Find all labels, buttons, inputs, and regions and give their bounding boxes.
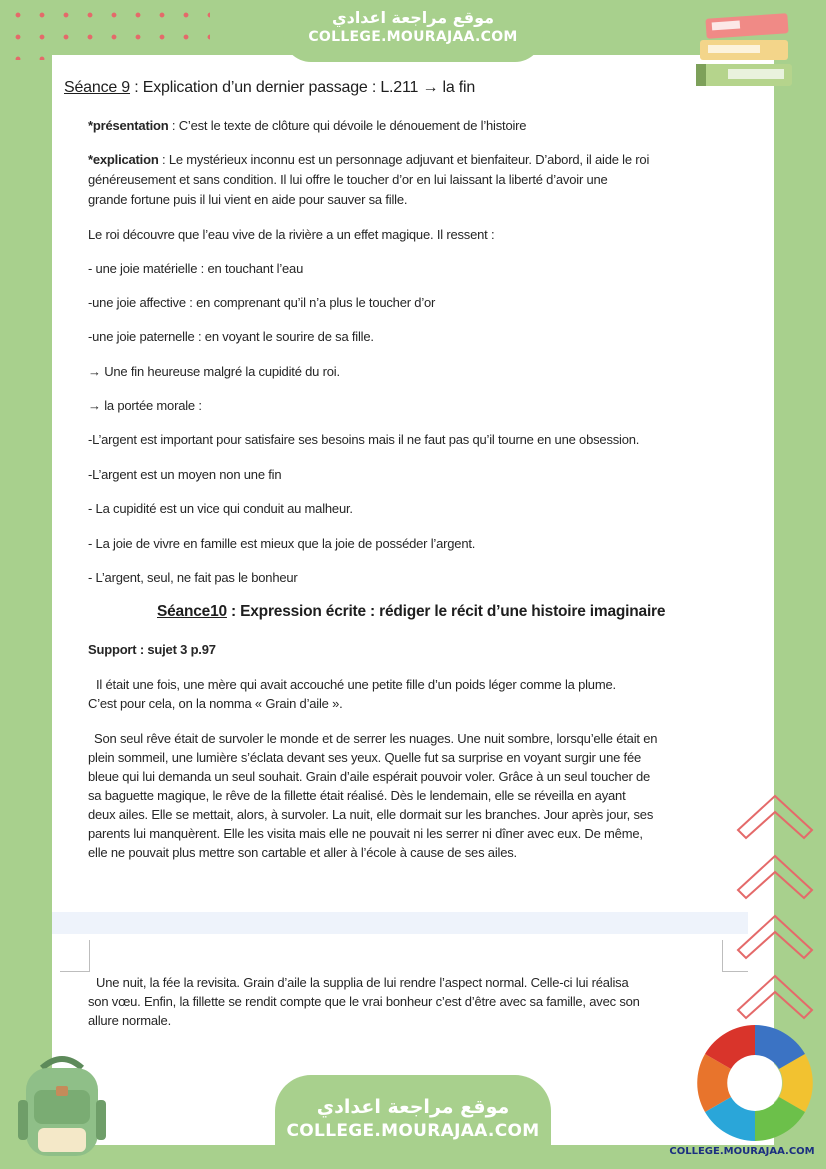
story-p2-line-5: deux ailes. Elle se mettait, alors, à survoler. La nuit, elle dormait sur les branches. Jour après jour, ses — [88, 807, 654, 822]
footer-site-arabic: موقع مراجعة اعدادي — [316, 1096, 510, 1118]
story-p1-line-1: Il était une fois, une mère qui avait accouché une petite fille d’un poids léger comme la plume. — [96, 677, 616, 692]
explication-text-1: : Le mystérieux inconnu est un personnage adjuvant et bienfaiteur. D’abord, il aide le roi — [158, 152, 650, 167]
site-footer-badge[interactable] — [275, 1075, 551, 1169]
story-p3-line-1: Une nuit, la fée la revisita. Grain d’aile la supplia de lui rendre l’aspect normal. Celle-ci lui réalisa — [96, 975, 629, 990]
joie-materielle: - une joie matérielle : en touchant l’eau — [88, 261, 304, 276]
story-p1-line-2: C’est pour cela, on la nomma « Grain d’aile ». — [88, 696, 343, 711]
portee-morale: → la portée morale : — [88, 398, 202, 413]
footer-site-url: COLLEGE.MOURAJAA.COM — [286, 1121, 540, 1141]
footer-logo-label: COLLEGE.MOURAJAA.COM — [669, 1146, 815, 1157]
seance10-label: Séance10 — [157, 603, 227, 620]
story-p2-line-1: Son seul rêve était de survoler le monde et de serrer les nuages. Une nuit sombre, lorsqu’elle était en — [94, 731, 658, 746]
presentation-text: : C’est le texte de clôture qui dévoile le dénouement de l’histoire — [168, 118, 527, 133]
presentation-paragraph — [88, 116, 526, 136]
seance9-title: : Explication d’un dernier passage : L.211 → la fin — [130, 79, 476, 96]
backpack-icon — [12, 1050, 112, 1160]
explication-line-2: généreusement et sans condition. Il lui offre le toucher d’or en lui laissant la liberté d’avoir une — [88, 172, 608, 187]
subjects-wheel-logo-icon — [692, 1020, 818, 1146]
explication-line-1 — [88, 150, 649, 170]
seance9-label: Séance 9 — [64, 79, 131, 96]
morale-item-2: -L’argent est un moyen non une fin — [88, 467, 282, 482]
story-p2-line-2: plein sommeil, une lumière s’éclata devant ses yeux. Quelle fut sa surprise en voyant surgir une fée — [88, 750, 642, 765]
page-break-gap — [52, 912, 748, 934]
fin-heureuse: → Une fin heureuse malgré la cupidité du roi. — [88, 364, 340, 379]
header-site-url: COLLEGE.MOURAJAA.COM — [308, 29, 518, 45]
story-p3-line-2: son vœu. Enfin, la fillette se rendit compte que le vrai bonheur c’est d’être avec sa famille, avec son — [88, 994, 640, 1009]
joie-paternelle: -une joie paternelle : en voyant le sourire de sa fille. — [88, 329, 374, 344]
explication-line-3: grande fortune puis il lui vient en aide pour sauver sa fille. — [88, 192, 408, 207]
morale-item-5: - L’argent, seul, ne fait pas le bonheur — [88, 570, 298, 585]
support-line: Support : sujet 3 p.97 — [88, 642, 216, 657]
roi-paragraph: Le roi découvre que l’eau vive de la rivière a un effet magique. Il ressent : — [88, 227, 495, 242]
header-site-arabic: موقع مراجعة اعدادي — [331, 8, 495, 27]
presentation-label: *présentation — [88, 118, 169, 133]
story-p2-line-6: parents lui manquèrent. Elle les visita mais elle ne pouvait ni les serrer ni dîner avec eux. De même, — [88, 826, 643, 841]
story-p3-line-3: allure normale. — [88, 1013, 171, 1028]
story-p2-line-3: bleue qui lui demanda un seul souhait. Grain d’aile espérait pouvoir voler. Grâce à un seul toucher de — [88, 769, 651, 784]
morale-item-4: - La joie de vivre en famille est mieux que la joie de posséder l’argent. — [88, 536, 476, 551]
seance9-heading — [64, 78, 475, 98]
morale-item-3: - La cupidité est un vice qui conduit au malheur. — [88, 501, 353, 516]
story-p2-line-4: sa baguette magique, le rêve de la fillette était réalisé. Dès le lendemain, elle se réveilla en ayant — [88, 788, 626, 803]
story-p2-line-7: elle ne pouvait plus mettre son cartable et aller à l’école à cause de ses ailes. — [88, 845, 517, 860]
joie-affective: -une joie affective : en comprenant qu’il n’a plus le toucher d’or — [88, 295, 436, 310]
seance10-heading — [157, 602, 665, 622]
explication-label: *explication — [88, 152, 159, 167]
morale-item-1: -L’argent est important pour satisfaire ses besoins mais il ne faut pas qu’il tourne en une obsession. — [88, 432, 640, 447]
seance10-title: : Expression écrite : rédiger le récit d’une histoire imaginaire — [226, 603, 666, 620]
chevron-up-decoration-icon — [732, 790, 818, 1030]
page-corner-left — [60, 940, 90, 972]
